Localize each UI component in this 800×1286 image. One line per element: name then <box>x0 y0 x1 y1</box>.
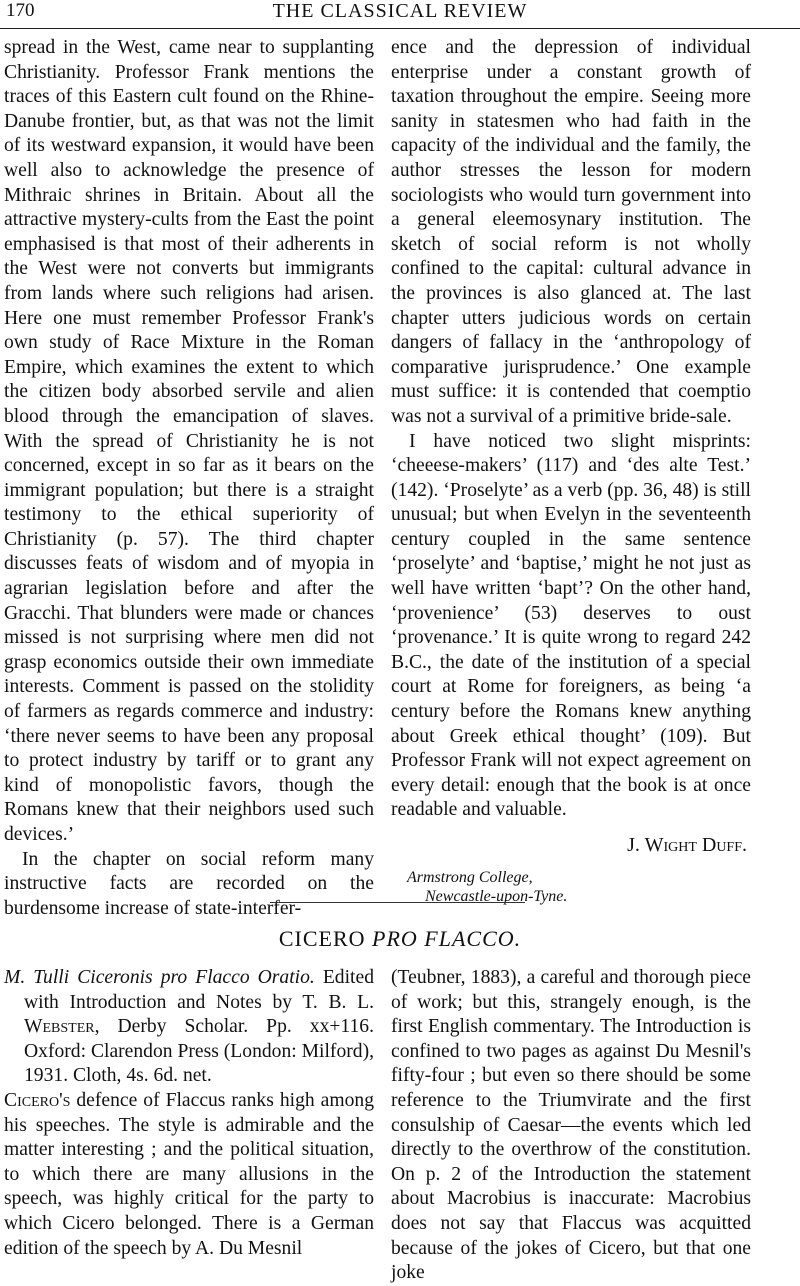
affiliation-line: Armstrong College, <box>407 868 533 886</box>
review-paragraph: (Teubner, 1883), a careful and thorough piece of work; but this, strangely enough, is the first English commentary. The Introduction is confined to two pages as against Du Mesnil's fifty-four ; but even so there should be some reference to the Triumvirate and the first consulship of Caesar—the events which led directly to the overthrow of the constitution. On p. 2 of the Introduction the statement about Macrobius is inaccurate: Macrobius does not say that Flaccus was acquitted because of the jokes of Cicero, but that one joke <box>391 967 751 1284</box>
page-header <box>0 0 800 29</box>
review-paragraph: In the chapter on social reform many instructive facts are recorded on the burdensome increase of state-interfer- <box>4 848 374 919</box>
paragraph-body: defence of Flaccus ranks high among his speeches. The style is admirable and the matter interesting ; and the political situation, to which there are many allusions in the speech, was highly critical for the party to which Cicero belonged. There is a German edition of the speech by A. Du Mesnil <box>4 1089 374 1259</box>
cicero-left-column <box>4 966 374 1261</box>
bib-details: Edited with Introduction and Notes by T. B. L. <box>24 967 374 1013</box>
cicero-right-column <box>391 966 751 1286</box>
section-title <box>0 926 800 952</box>
bib-editor: Webster <box>24 1016 95 1038</box>
affiliation-line: Newcastle-upon-Tyne. <box>425 887 568 905</box>
bibliographic-entry <box>4 966 374 1089</box>
review-paragraph: spread in the West, came near to supplanting Christianity. Professor Frank mentions the traces of this Eastern cult found on the Rhine-Danube frontier, but, as that was not the limit of its westward expansion, it would have been well also to acknowledge the presence of Mithraic shrines in Britain. About all the attractive mystery-cults from the East the point emphasised is that most of their adherents in the West were not converts but immigrants from lands where such religions had arisen. Here one must remember Professor Frank's own study of Race Mixture in the Roman Empire, which examines the extent to which the citizen body absorbed servile and alien blood through the emancipation of slaves. With the spread of Christianity he is not concerned, except in so far as it bears on the immigrant population; but there is a straight testimony to the ethical superiority of Christianity (p. 57). The third chapter discusses feats of wisdom and of myopia in agrarian legislation before and after the Gracchi. That blunders were made or chances missed is not surprising where men did not grasp economics outside their own immediate interests. Comment is passed on the stolidity of farmers as regards commerce and industry: ‘there never seems to have been any proposal to protect industry by tariff or to grant any kind of monopolistic favors, though the Romans knew that their neighbors used such devices.’ <box>4 37 374 845</box>
reviewer-signature: J. Wight Duff. <box>627 834 747 856</box>
review-right-column <box>391 36 751 906</box>
section-title-italic: PRO FLACCO. <box>372 926 522 951</box>
review-paragraph: I have noticed two slight misprints: ‘cheeese-makers’ (117) and ‘des alte Test.’ (142). ‘Proselyte’ as a verb (pp. 36, 48) is still unusual; but when Evelyn in the seventeenth century coupled in the same sentence ‘proselyte’ and ‘baptise,’ might he not just as well have written ‘bapt’? On the other hand, ‘provenience’ (53) deserves to oust ‘provenance.’ It is quite wrong to regard 242 B.C., the date of the institution of a special court at Rome for foreigners, as being ‘a century before the Romans knew anything about Greek ethical thought’ (109). But Professor Frank will not expect agreement on every detail: enough that the book is at once readable and valuable. <box>391 430 751 821</box>
running-title: THE CLASSICAL REVIEW <box>272 0 528 22</box>
book-title: M. Tulli Ciceronis pro Flacco Oratio. <box>4 967 315 988</box>
section-divider <box>270 902 525 903</box>
section-title-plain: CICERO <box>278 926 366 951</box>
reviewer-affiliation <box>407 868 751 906</box>
review-paragraph: ence and the depression of individual enterprise under a constant growth of taxation throughout the empire. Seeing more sanity in statesmen who had faith in the capacity of the individual and the family, the author stresses the lesson for modern sociologists who would turn government into a general eleemosynary institution. The sketch of social reform is not wholly confined to the capital: cultural advance in the provinces is also glanced at. The last chapter utters judicious words on certain dangers of fallacy in the ‘anthropology of comparative jurisprudence.’ One example must suffice: it is contended that coemptio was not a survival of a primitive bride-sale. <box>391 37 751 427</box>
page-number: 170 <box>6 0 35 21</box>
lead-word: Cicero's <box>4 1089 71 1111</box>
review-paragraph <box>4 1089 374 1261</box>
review-left-column <box>4 36 374 921</box>
bib-details: , Derby Scholar. Pp. xx+116. Oxford: Clarendon Press (London: Milford), 1931. Cloth, 4s. 6d. net. <box>24 1016 374 1087</box>
